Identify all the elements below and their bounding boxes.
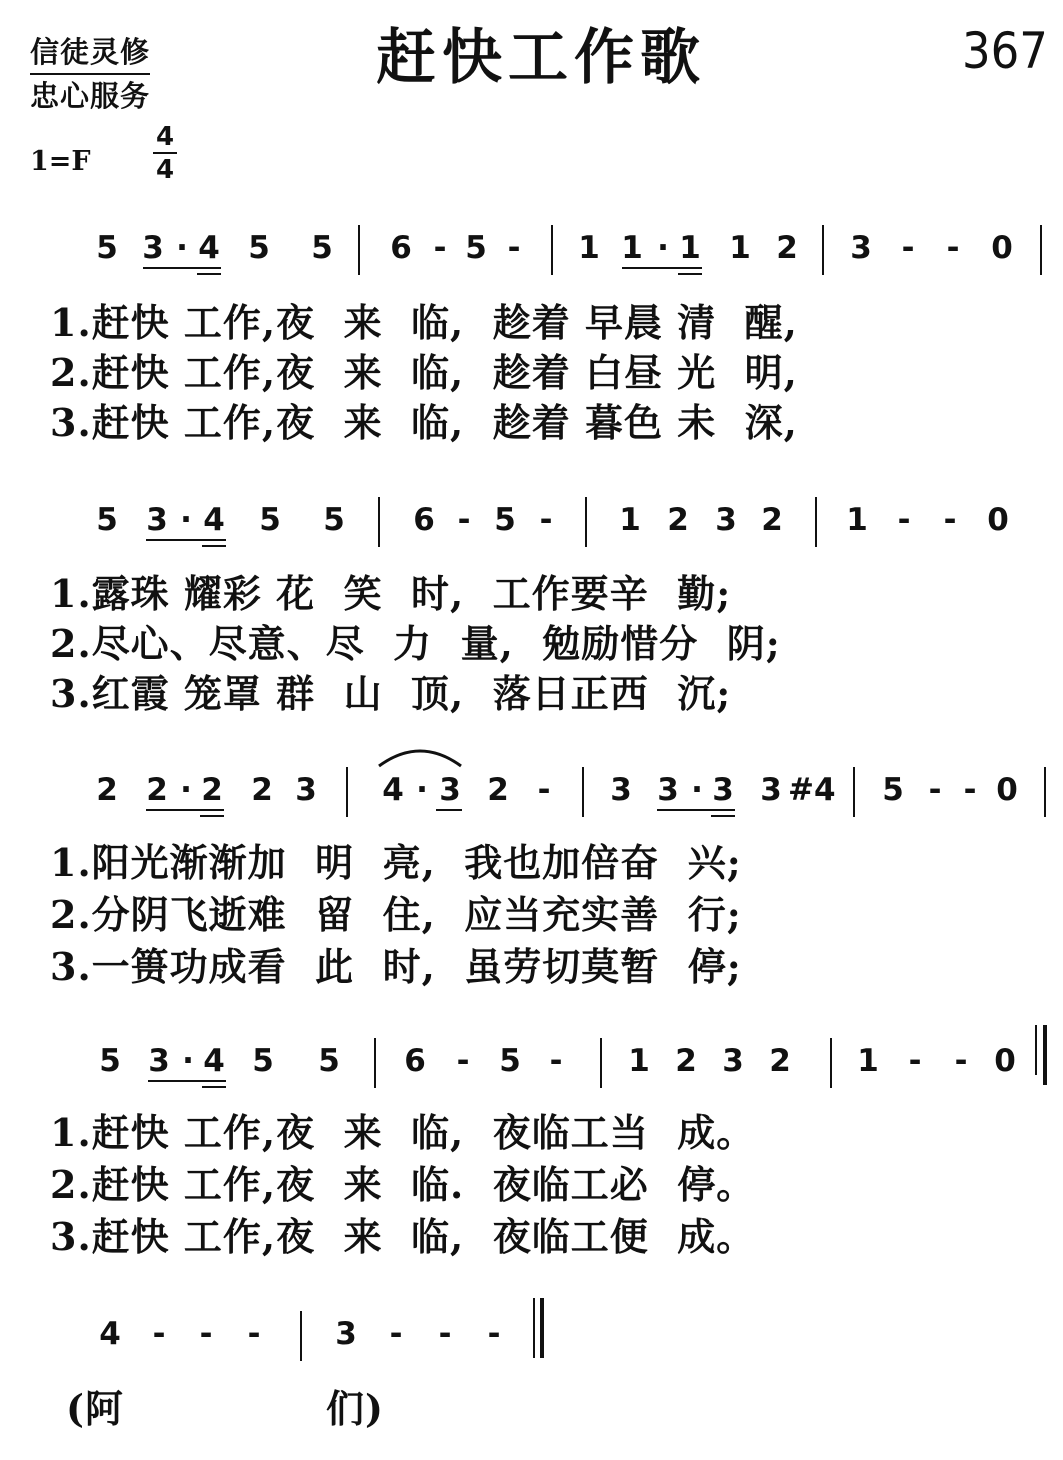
- note: 5: [248, 230, 270, 266]
- note-dot: ·: [182, 1043, 194, 1079]
- note: 2: [146, 772, 168, 808]
- lyric-verse-1: 1.赶快 工作,夜 来 临, 趁着 早晨 清 醒,: [50, 300, 798, 345]
- lyric-verse-1: 1.露珠 耀彩 花 笑 时, 工作要辛 勤;: [50, 571, 732, 616]
- note: 2: [776, 230, 798, 266]
- hymn-number: 367: [962, 22, 1048, 80]
- double-bar-line: [533, 1298, 535, 1358]
- note-dot: ·: [180, 502, 192, 538]
- note-dot: ·: [180, 772, 192, 808]
- sixteenth-beam: [678, 273, 702, 275]
- note: 5: [99, 1043, 121, 1079]
- note: 5: [499, 1043, 521, 1079]
- bar-line: [551, 225, 553, 275]
- note: 4: [198, 230, 220, 266]
- lyric-verse-1: 1.赶快 工作,夜 来 临, 夜临工当 成。: [50, 1110, 756, 1155]
- bar-line: [822, 225, 824, 275]
- note: 2: [251, 772, 273, 808]
- time-signature: [153, 122, 177, 186]
- note: 5: [494, 502, 516, 538]
- dash: -: [963, 772, 977, 808]
- note-dot: ·: [691, 772, 703, 808]
- dash: -: [456, 1043, 470, 1079]
- lyric-verse-3: 3.赶快 工作,夜 来 临, 趁着 暮色 未 深,: [50, 400, 798, 445]
- lyric-verse-2: 2.赶快 工作,夜 来 临, 趁着 白昼 光 明,: [50, 350, 798, 395]
- note: 4: [203, 1043, 225, 1079]
- bar-line: [374, 1038, 376, 1088]
- eighth-beam: [146, 539, 226, 541]
- note: 2: [769, 1043, 791, 1079]
- note: 4: [203, 502, 225, 538]
- rest: 0: [994, 1043, 1016, 1079]
- double-bar-line: [1035, 1025, 1037, 1075]
- note: 5: [96, 230, 118, 266]
- bar-line: [600, 1038, 602, 1088]
- dash: -: [928, 772, 942, 808]
- rest: 0: [991, 230, 1013, 266]
- lyric-verse-1: 1.阳光渐渐加 明 亮, 我也加倍奋 兴;: [50, 840, 742, 885]
- dash: -: [549, 1043, 563, 1079]
- note: 1: [729, 230, 751, 266]
- dash: -: [954, 1043, 968, 1079]
- note: 5: [323, 502, 345, 538]
- note: 3: [715, 502, 737, 538]
- bar-line: [300, 1311, 302, 1361]
- time-signature-top: 4: [153, 122, 177, 154]
- dash: -: [433, 230, 447, 266]
- note: 4: [382, 772, 404, 808]
- dash: -: [943, 502, 957, 538]
- note: 3: [610, 772, 632, 808]
- bar-line: [830, 1038, 832, 1088]
- note: 1: [621, 230, 643, 266]
- note: 1: [578, 230, 600, 266]
- note: 5: [96, 502, 118, 538]
- hymn-category-secondary: 忠心服务: [30, 79, 151, 113]
- sixteenth-beam: [200, 815, 224, 817]
- note: 6: [404, 1043, 426, 1079]
- note: 3: [712, 772, 734, 808]
- lyric-verse-3: 3.赶快 工作,夜 来 临, 夜临工便 成。: [50, 1214, 756, 1259]
- sixteenth-beam: [202, 1086, 226, 1088]
- dash: -: [152, 1316, 166, 1352]
- note: 2: [201, 772, 223, 808]
- lyric-verse-2: 2.赶快 工作,夜 来 临. 夜临工必 停。: [50, 1162, 756, 1207]
- dash: -: [897, 502, 911, 538]
- note: 5: [465, 230, 487, 266]
- bar-line: [815, 497, 817, 547]
- amen-lyric-open: (阿: [66, 1386, 124, 1431]
- rest: 0: [987, 502, 1009, 538]
- dash: -: [389, 1316, 403, 1352]
- bar-line: [346, 767, 348, 817]
- bar-line: [585, 497, 587, 547]
- eighth-beam: [657, 809, 735, 811]
- note: 3: [295, 772, 317, 808]
- dash: -: [908, 1043, 922, 1079]
- dash: -: [946, 230, 960, 266]
- dash: -: [457, 502, 471, 538]
- note: 5: [259, 502, 281, 538]
- note: 3: [850, 230, 872, 266]
- bar-line: [1040, 225, 1042, 275]
- eighth-beam: [143, 267, 221, 269]
- slur-arc: [375, 740, 465, 770]
- lyric-verse-2: 2.分阴飞逝难 留 住, 应当充实善 行;: [50, 892, 742, 937]
- note: 3: [335, 1316, 357, 1352]
- note-sharp: #4: [788, 772, 836, 808]
- double-bar-line-thick: [540, 1298, 544, 1358]
- hymn-title: 赶快工作歌: [376, 23, 706, 93]
- note: 5: [311, 230, 333, 266]
- note-dot: ·: [657, 230, 669, 266]
- amen-lyric-close: 们): [326, 1386, 384, 1431]
- dash: -: [537, 772, 551, 808]
- note: 3: [722, 1043, 744, 1079]
- note: 2: [761, 502, 783, 538]
- bar-line: [582, 767, 584, 817]
- bar-line: [1044, 767, 1046, 817]
- note: 3: [439, 772, 461, 808]
- note: 2: [667, 502, 689, 538]
- sixteenth-beam: [197, 273, 221, 275]
- note: 2: [487, 772, 509, 808]
- sixteenth-beam: [202, 545, 226, 547]
- note: 5: [252, 1043, 274, 1079]
- bar-line: [378, 497, 380, 547]
- key-signature: 1=F: [30, 146, 91, 177]
- note: 3: [657, 772, 679, 808]
- note-dot: ·: [416, 772, 428, 808]
- bar-line: [358, 225, 360, 275]
- note: 1: [628, 1043, 650, 1079]
- eighth-beam: [148, 1080, 226, 1082]
- dash: -: [199, 1316, 213, 1352]
- eighth-beam: [436, 809, 462, 811]
- eighth-beam: [622, 267, 702, 269]
- dash: -: [438, 1316, 452, 1352]
- lyric-verse-3: 3.一篑功成看 此 时, 虽劳切莫暂 停;: [50, 944, 742, 989]
- hymn-category-primary: 信徒灵修: [30, 30, 150, 75]
- dash: -: [487, 1316, 501, 1352]
- rest: 0: [996, 772, 1018, 808]
- note: 6: [413, 502, 435, 538]
- sixteenth-beam: [711, 815, 735, 817]
- note: 1: [846, 502, 868, 538]
- note: 3: [148, 1043, 170, 1079]
- dash: -: [901, 230, 915, 266]
- note: 6: [390, 230, 412, 266]
- note: 1: [619, 502, 641, 538]
- note: 5: [882, 772, 904, 808]
- dash: -: [539, 502, 553, 538]
- lyric-verse-2: 2.尽心、尽意、尽 力 量, 勉励惜分 阴;: [50, 621, 781, 666]
- lyric-verse-3: 3.红霞 笼罩 群 山 顶, 落日正西 沉;: [50, 671, 732, 716]
- dash: -: [247, 1316, 261, 1352]
- note: 1: [857, 1043, 879, 1079]
- dash: -: [507, 230, 521, 266]
- double-bar-line-thick: [1043, 1025, 1047, 1085]
- note-dot: ·: [176, 230, 188, 266]
- note: 3: [146, 502, 168, 538]
- bar-line: [853, 767, 855, 817]
- note: 3: [142, 230, 164, 266]
- time-signature-bottom: 4: [155, 155, 175, 185]
- note: 3: [760, 772, 782, 808]
- note: 4: [99, 1316, 121, 1352]
- note: 2: [675, 1043, 697, 1079]
- eighth-beam: [146, 809, 224, 811]
- note: 2: [96, 772, 118, 808]
- note: 5: [318, 1043, 340, 1079]
- note: 1: [679, 230, 701, 266]
